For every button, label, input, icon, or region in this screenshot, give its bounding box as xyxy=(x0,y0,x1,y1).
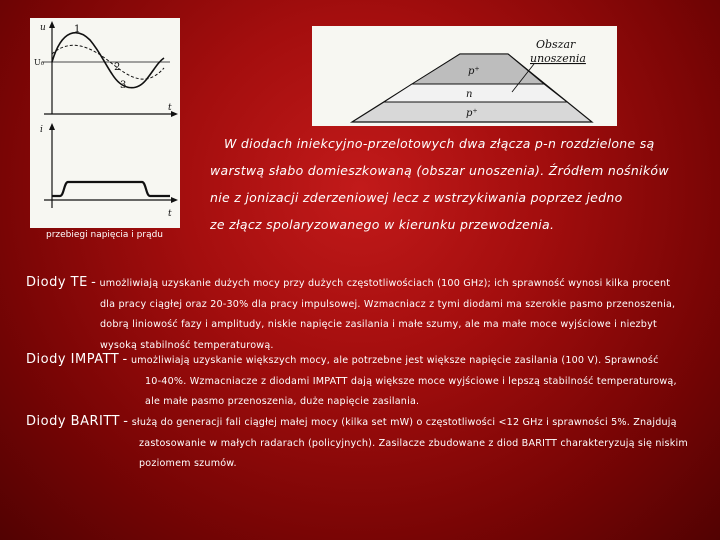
axis-label-i: i xyxy=(40,125,43,135)
waveform-figure xyxy=(30,18,180,228)
diode-te-text-line: dla pracy ciągłej oraz 20-30% dla pracy impulsowej. Wzmacniacz z tymi diodami ma szerokie pasmo przenoszenia, xyxy=(100,298,676,310)
curve-label-3: 3 xyxy=(120,80,127,91)
intro-line-3: nie z jonizacji zderzeniowej lecz z wstrzykiwania poprzez jedno xyxy=(210,190,623,205)
intro-paragraph xyxy=(210,130,715,238)
layer-label-bottom: p⁺ xyxy=(466,108,478,119)
diode-te-text-line: wysoką stabilność temperaturową. xyxy=(100,339,274,351)
waveform-caption: przebiegi napięcia i prądu xyxy=(46,230,163,240)
diode-impatt-text-first: umożliwiają uzyskanie większych mocy, ale potrzebne jest większe napięcie zasilania (100 V). Sprawność xyxy=(130,355,659,366)
diode-te-name: Diody TE xyxy=(26,275,88,290)
diode-baritt-dash: - xyxy=(123,414,129,429)
curve-label-2: 2 xyxy=(114,62,121,73)
annotation-line2: unoszenia xyxy=(530,52,586,65)
diode-impatt-dash: - xyxy=(122,352,128,367)
axis-label-t-lower: t xyxy=(168,209,172,219)
axis-label-v: u xyxy=(40,23,46,33)
annotation-line1: Obszar xyxy=(536,38,576,51)
curve-label-1: 1 xyxy=(74,24,81,35)
structure-figure xyxy=(312,26,617,126)
structure-diagram xyxy=(312,26,617,126)
level-label-v0: U₀ xyxy=(34,58,44,67)
diode-impatt-text-line: 10-40%. Wzmacniacze z diodami IMPATT dają większe moce wyjściowe i lepszą stabilność temperaturową, xyxy=(145,375,677,387)
diode-impatt-text-line: ale małe pasmo przenoszenia, duże napięcie zasilania. xyxy=(145,396,420,407)
layer-label-top: p⁺ xyxy=(468,66,480,77)
diode-impatt-section xyxy=(26,350,716,413)
diode-baritt-name: Diody BARITT xyxy=(26,414,120,429)
diode-te-dash: - xyxy=(91,275,97,290)
diode-te-text-first: umożliwiają uzyskanie dużych mocy przy dużych częstotliwościach (100 GHz); ich sprawność wynosi kilka procent xyxy=(99,278,671,289)
waveform-diagram xyxy=(30,18,180,228)
diode-te-text-line: dobrą liniowość fazy i amplitudy, niskie napięcie zasilania i małe szumy, ale ma małe moce wyjściowe i niezbyt xyxy=(100,319,657,330)
intro-line-4: ze złącz spolaryzowanego w kierunku przewodzenia. xyxy=(210,217,555,232)
intro-line-1: W diodach iniekcyjno-przelotowych dwa złącza p-n rozdzielone są xyxy=(224,136,655,151)
diode-impatt-name: Diody IMPATT xyxy=(26,352,120,367)
diode-baritt-text-line: zastosowanie w małych radarach (policyjnych). Zasilacze zbudowane z diod BARITT charakteryzują się niskim xyxy=(139,437,688,449)
layer-label-mid: n xyxy=(466,89,473,100)
diode-baritt-section xyxy=(26,412,716,475)
axis-label-t-upper: t xyxy=(168,103,172,113)
diode-te-section xyxy=(26,273,716,356)
diode-baritt-text-line: poziomem szumów. xyxy=(139,458,237,469)
diode-baritt-text-first: służą do generacji fali ciągłej małej mocy (kilka set mW) o częstotliwości <12 GHz i sprawności 5%. Znajdują xyxy=(131,417,677,428)
intro-line-2: warstwą słabo domieszkowaną (obszar unoszenia). Źródłem nośników xyxy=(210,163,669,178)
